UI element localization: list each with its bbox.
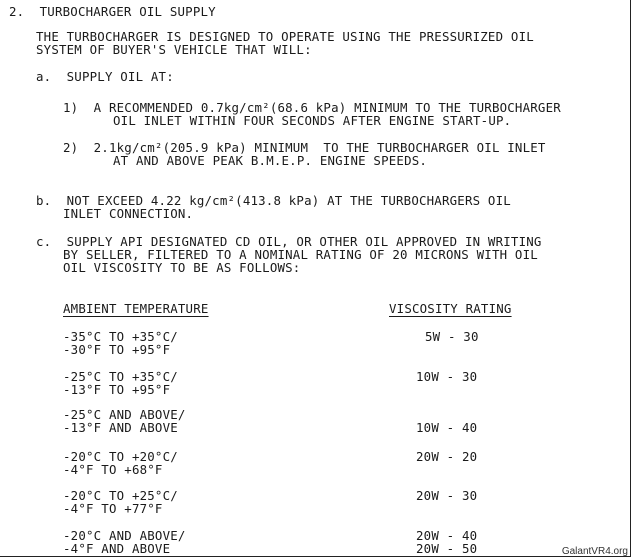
item-a-heading: a. SUPPLY OIL AT:: [36, 69, 174, 84]
row-1-temp-c: -35°C TO +35°C/: [63, 329, 178, 344]
row-3-viscosity: 10W - 40: [416, 420, 478, 435]
row-5-temp-c: -20°C TO +25°C/: [63, 488, 178, 503]
header-ambient-temperature: AMBIENT TEMPERATURE: [63, 301, 209, 316]
item-b-line-1: b. NOT EXCEED 4.22 kg/cm²(413.8 kPa) AT THE TURBOCHARGERS OIL: [36, 193, 511, 208]
row-1-temp-f: -30°F TO +95°F: [63, 342, 171, 357]
row-1-viscosity: 5W - 30: [425, 329, 479, 344]
watermark: GalantVR4.org: [561, 546, 628, 557]
row-4-temp-c: -20°C TO +20°C/: [63, 449, 178, 464]
row-6-temp-f: -4°F AND ABOVE: [63, 541, 171, 556]
item-c-line-2: BY SELLER, FILTERED TO A NOMINAL RATING OF 20 MICRONS WITH OIL: [63, 247, 538, 262]
item-c-line-1: c. SUPPLY API DESIGNATED CD OIL, OR OTHER OIL APPROVED IN WRITING: [36, 234, 542, 249]
header-viscosity-rating: VISCOSITY RATING: [389, 301, 512, 316]
item-b-line-2: INLET CONNECTION.: [63, 206, 194, 221]
item-a-sub2-line-2: AT AND ABOVE PEAK B.M.E.P. ENGINE SPEEDS.: [113, 153, 428, 168]
item-a-sub1-line-1: 1) A RECOMMENDED 0.7kg/cm²(68.6 kPa) MINIMUM TO THE TURBOCHARGER: [63, 100, 561, 115]
item-a-sub2-line-1: 2) 2.1kg/cm²(205.9 kPa) MINIMUM TO THE TURBOCHARGER OIL INLET: [63, 140, 546, 155]
row-6-temp-c: -20°C AND ABOVE/: [63, 528, 186, 543]
row-2-viscosity: 10W - 30: [416, 369, 478, 384]
item-a-sub1-line-2: OIL INLET WITHIN FOUR SECONDS AFTER ENGINE START-UP.: [113, 113, 512, 128]
row-4-viscosity: 20W - 20: [416, 449, 478, 464]
row-6-viscosity-1: 20W - 40: [416, 528, 478, 543]
item-c-line-3: OIL VISCOSITY TO BE AS FOLLOWS:: [63, 260, 301, 275]
intro-line-2: SYSTEM OF BUYER'S VEHICLE THAT WILL:: [36, 42, 312, 57]
row-5-temp-f: -4°F TO +77°F: [63, 501, 163, 516]
row-3-temp-c: -25°C AND ABOVE/: [63, 407, 186, 422]
section-title: 2. TURBOCHARGER OIL SUPPLY: [9, 4, 216, 19]
row-5-viscosity: 20W - 30: [416, 488, 478, 503]
row-6-viscosity-2: 20W - 50: [416, 541, 478, 556]
intro-line-1: THE TURBOCHARGER IS DESIGNED TO OPERATE USING THE PRESSURIZED OIL: [36, 29, 534, 44]
row-3-temp-f: -13°F AND ABOVE: [63, 420, 178, 435]
row-4-temp-f: -4°F TO +68°F: [63, 462, 163, 477]
row-2-temp-f: -13°F TO +95°F: [63, 382, 171, 397]
row-2-temp-c: -25°C TO +35°C/: [63, 369, 178, 384]
